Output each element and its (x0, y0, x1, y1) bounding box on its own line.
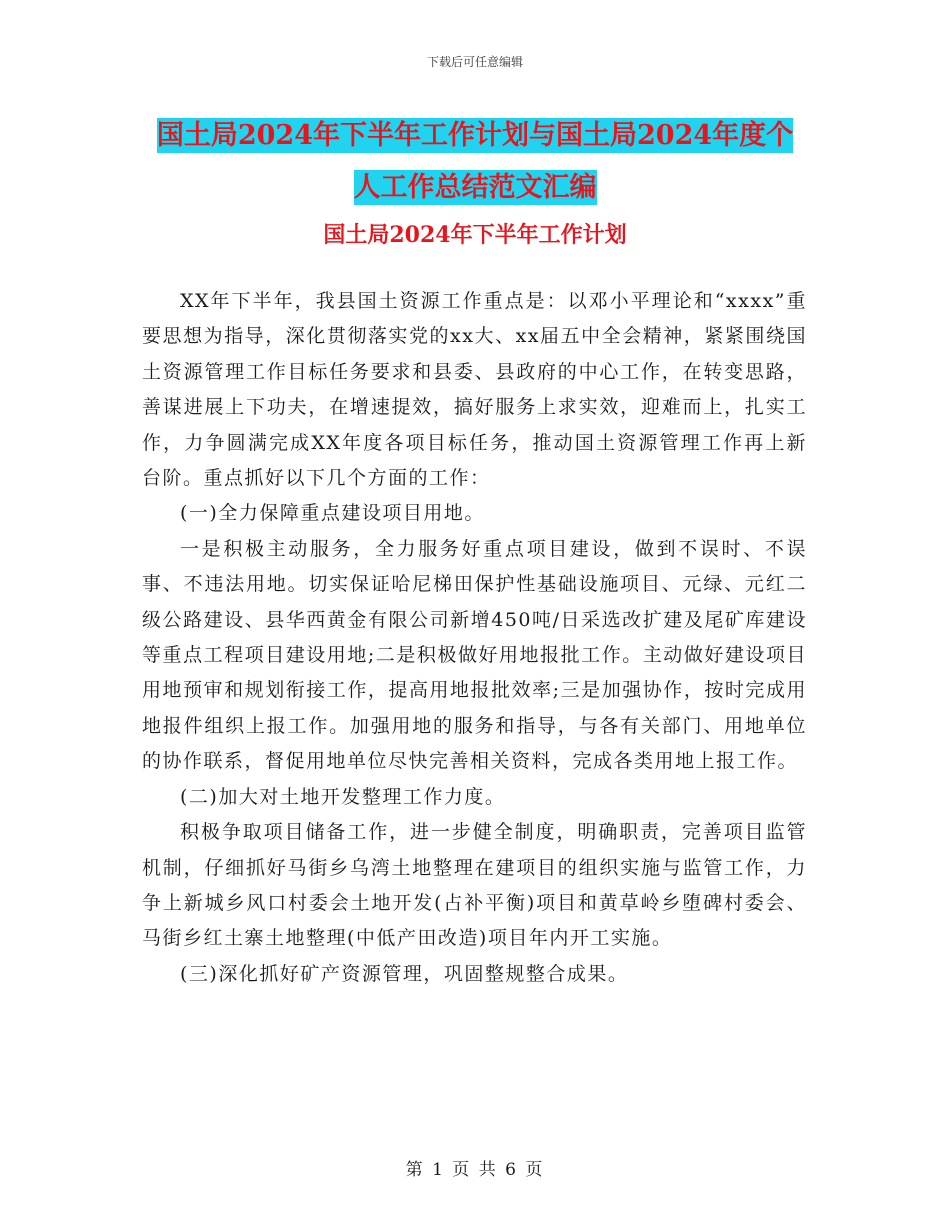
heading-3: (三)深化抓好矿产资源管理，巩固整规整合成果。 (180, 962, 629, 985)
paragraph-1: 一是积极主动服务，全力服务好重点项目建设，做到不误时、不误事、不违法用地。切实保证哈尼梯田保护性基础设施项目、元绿、元红二级公路建设、县华西黄金有限公司新增450吨/日采选改扩建及尾矿库建设等重点工程项目建设用地;二是积极做好用地报批工作。主动做好建设项目用地预审和规划衔接工作，提高用地报批效率;三是加强协作，按时完成用地报件组织上报工作。加强用地的服务和指导，与各有关部门、用地单位的协作联系，督促用地单位尽快完善相关资料，完成各类用地上报工作。 (142, 537, 807, 773)
title-line-1: 国土局2024年下半年工作计划与国土局2024年度个 (156, 120, 794, 151)
page-footer: 第 1 页 共 6 页 (405, 1160, 545, 1180)
header-note: 下载后可任意编辑 (426, 55, 523, 69)
body-text (142, 284, 807, 992)
paragraph-2: 积极争取项目储备工作，进一步健全制度，明确职责，完善项目监管机制，仔细抓好马街乡乌湾土地整理在建项目的组织实施与监管工作，力争上新城乡风口村委会土地开发(占补平衡)项目和黄草岭乡堕碑村委会、马街乡红土寨土地整理(中低产田改造)项目年内开工实施。 (142, 821, 807, 950)
paragraph-intro: XX年下半年，我县国土资源工作重点是：以邓小平理论和“xxxx”重要思想为指导，深化贯彻落实党的xx大、xx届五中全会精神，紧紧围绕国土资源管理工作目标任务要求和县委、县政府的中心工作，在转变思路，善谋进展上下功夫，在增速提效，搞好服务上求实效，迎难而上，扎实工作，力争圆满完成XX年度各项目标任务，推动国土资源管理工作再上新台阶。重点抓好以下几个方面的工作： (142, 290, 807, 490)
heading-2: (二)加大对土地开发整理工作力度。 (180, 785, 506, 808)
heading-1: (一)全力保障重点建设项目用地。 (180, 502, 485, 525)
title-line-2: 人工作总结范文汇编 (353, 172, 597, 203)
document-title (0, 110, 950, 214)
section-title: 国土局2024年下半年工作计划 (323, 222, 627, 248)
